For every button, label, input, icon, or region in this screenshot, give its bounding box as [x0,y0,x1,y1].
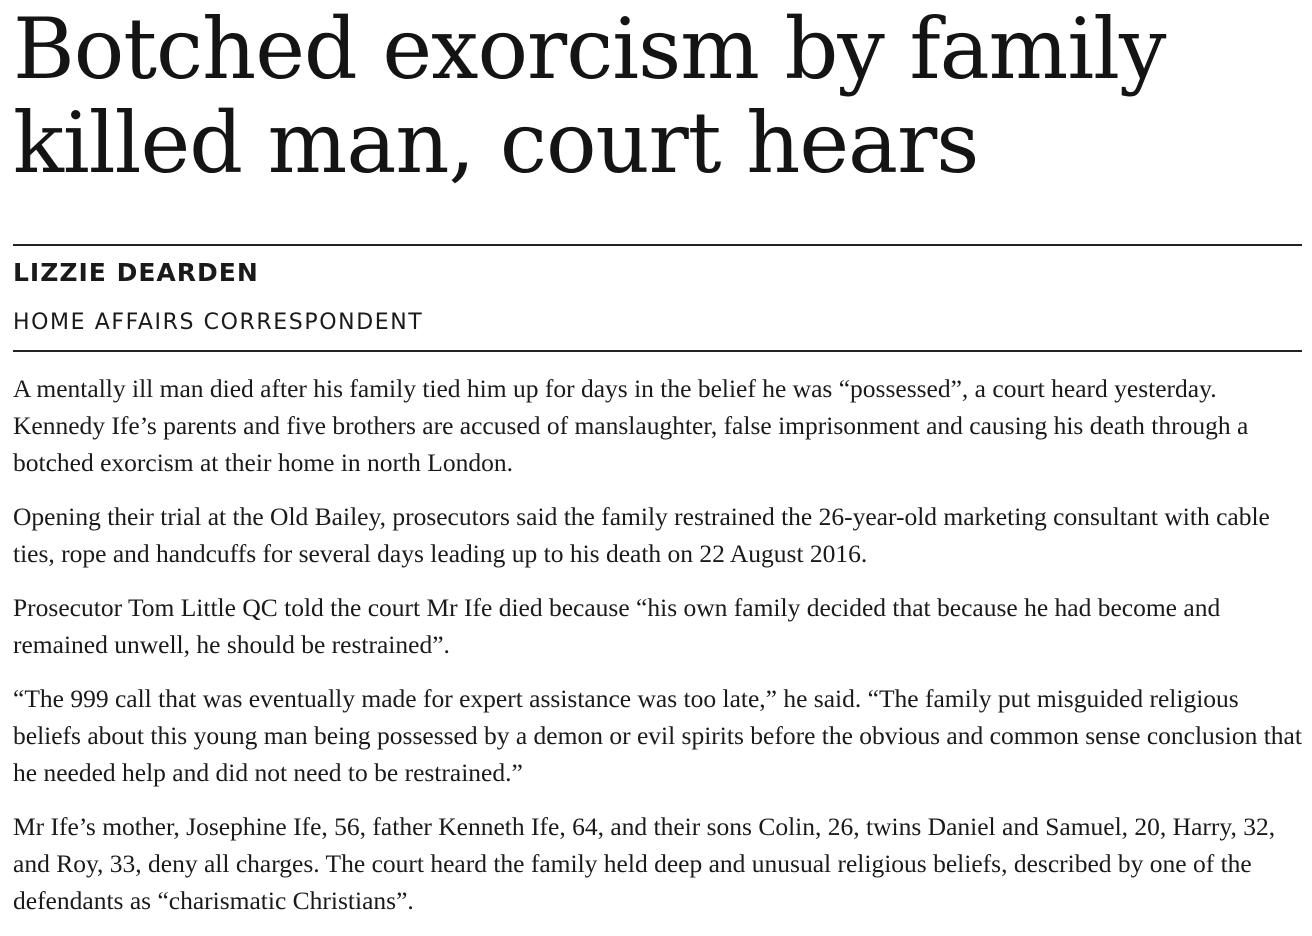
headline: Botched exorcism by family killed man, court hears [13,0,1166,192]
paragraph: Opening their trial at the Old Bailey, prosecutors said the family restrained the 26-year-old marketing consultant with cable ties, rope and handcuffs for several days leading up to his death on 22 August 2016. [13,502,1270,568]
paragraph: “The 999 call that was eventually made for expert assistance was too late,” he said. “The family put misguided religious beliefs about this young man being possessed by a demon or evil spirits before the obvious and common sense conclusion that he needed help and did not need to be restrained.” [13,684,1302,787]
author-name: LIZZIE DEARDEN [13,258,259,287]
top-divider [13,244,1302,246]
article [13,0,1302,915]
byline-divider [13,350,1302,352]
paragraph: A mentally ill man died after his family tied him up for days in the belief he was “possessed”, a court heard yesterday. Kennedy Ife’s parents and five brothers are accused of manslaughter, false imprisonment and causing his death through a botched exorcism at their home in north London. [13,374,1249,477]
author-role: HOME AFFAIRS CORRESPONDENT [13,310,424,335]
paragraph: Prosecutor Tom Little QC told the court Mr Ife died because “his own family decided that because he had become and remained unwell, he should be restrained”. [13,593,1221,659]
article-body [13,370,1302,936]
paragraph: Mr Ife’s mother, Josephine Ife, 56, father Kenneth Ife, 64, and their sons Colin, 26, twins Daniel and Samuel, 20, Harry, 32, and Roy, 33, deny all charges. The court heard the family held deep and unusual religious beliefs, described by one of the defendants as “charismatic Christians”. [13,812,1276,915]
